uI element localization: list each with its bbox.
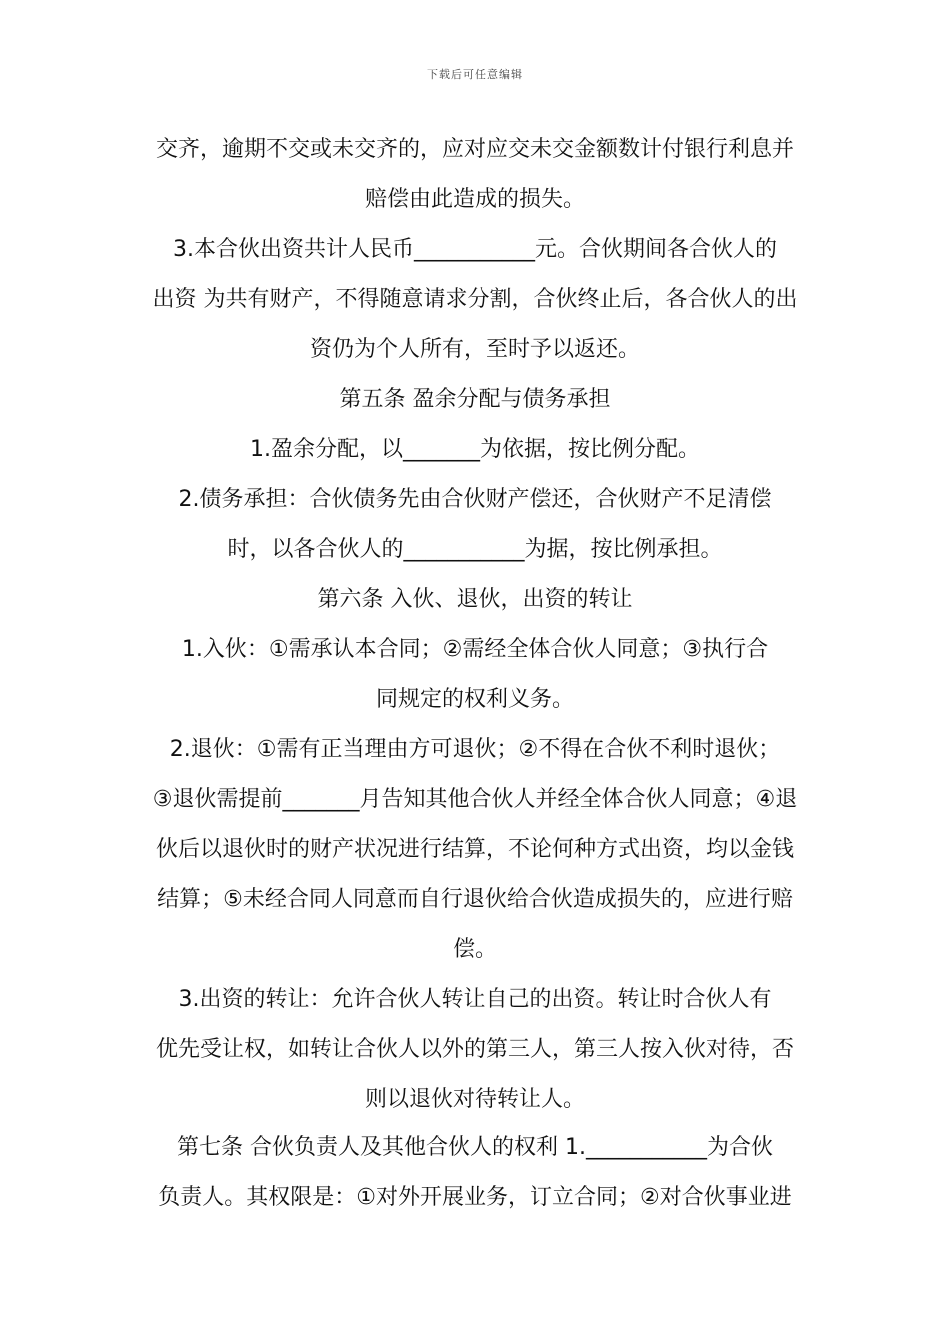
article-heading: 第五条 盈余分配与债务承担 [339,387,611,412]
text-line: 3.出资的转让：允许合伙人转让自己的出资。转让时合伙人有 [178,987,772,1012]
text-line: 1.入伙：①需承认本合同；②需经全体合伙人同意；③执行合 [181,637,769,662]
text-line: 2.退伙：①需有正当理由方可退伙；②不得在合伙不利时退伙； [169,737,781,762]
text-line: 3.本合伙出资共计人民币___________元。合伙期间各合伙人的 [173,237,777,262]
text-line: 1.盈余分配，以_______为依据，按比例分配。 [250,437,700,462]
text-line: 同规定的权利义务。 [375,687,574,712]
text-line: 资仍为个人所有，至时予以返还。 [309,337,640,362]
text-line: 负责人。其权限是：①对外开展业务，订立合同；②对合伙事业进 [158,1185,792,1210]
text-line: 交齐，逾期不交或未交齐的，应对应交未交金额数计付银行利息并 [155,137,794,162]
article-heading: 第七条 合伙负责人及其他合伙人的权利 1.___________为合伙 [177,1135,773,1160]
text-line: 伙后以退伙时的财产状况进行结算，不论何种方式出资，均以金钱 [155,837,794,862]
text-line: 赔偿由此造成的损失。 [364,187,585,212]
page-header: 下载后可任意编辑 [427,68,523,81]
text-line: 偿。 [452,937,497,962]
text-line: 出资 为共有财产，不得随意请求分割，合伙终止后，各合伙人的出 [152,287,798,312]
text-line: 结算；⑤未经合同人同意而自行退伙给合伙造成损失的，应进行赔 [157,887,793,912]
text-line: 优先受让权，如转让合伙人以外的第三人，第三人按入伙对待，否 [155,1037,794,1062]
text-line: 时，以各合伙人的___________为据，按比例承担。 [227,537,723,562]
text-line: 2.债务承担：合伙债务先由合伙财产偿还，合伙财产不足清偿 [178,487,772,512]
text-line: ③退伙需提前_______月告知其他合伙人并经全体合伙人同意；④退 [152,787,798,812]
text-line: 则以退伙对待转让人。 [364,1087,585,1112]
article-heading: 第六条 入伙、退伙，出资的转让 [317,587,633,612]
